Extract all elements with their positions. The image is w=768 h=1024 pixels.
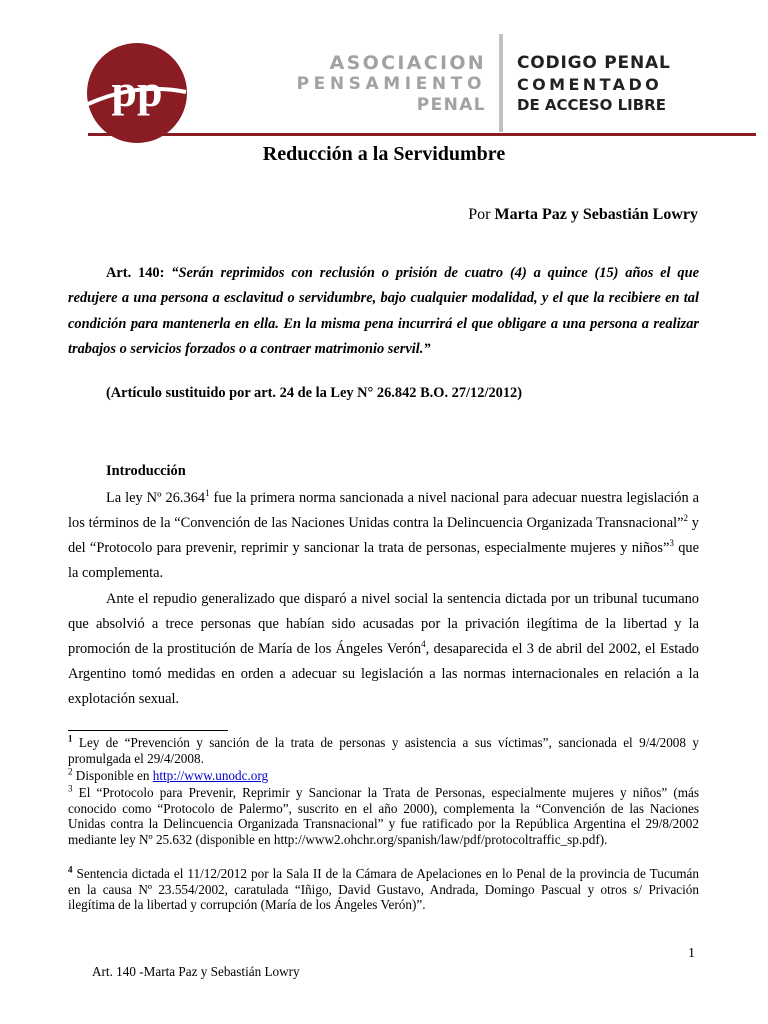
p1-part-d: que la complementa. (68, 540, 699, 581)
code-line-2: COMENTADO (517, 75, 663, 94)
page-title: Reducción a la Servidumbre (262, 143, 506, 165)
footnote-1-mark: 1 (68, 733, 73, 744)
footnote-2 (68, 768, 699, 784)
byline-authors: Marta Paz y Sebastián Lowry (494, 206, 698, 223)
article-text (68, 261, 699, 363)
header-rule (88, 133, 756, 136)
org-line-1: ASOCIACION (329, 52, 486, 74)
footnote-separator (68, 730, 228, 731)
article-quote: “Serán reprimidos con reclusión o prisión de cuatro (4) a quince (15) años el que redujere a una persona a esclavitud o servidumbre, bajo cualquier modalidad, y el que la recibiere en tal condición para mantenerla en ella. En la misma pena incurrirá el que obligare a una persona a realizar trabajos o servicios forzados o a contraer matrimonio servil.” (68, 265, 699, 358)
article-label: Art. 140: (106, 265, 165, 281)
header-divider (499, 34, 503, 132)
footnote-1 (68, 735, 699, 766)
footnote-4-mark: 4 (68, 864, 73, 875)
footnote-3-text: El “Protocolo para Prevenir, Reprimir y Sancionar la Trata de Personas, especialmente mujeres y niños” (más conocido como “Protocolo de Palermo”, suscrito en el año 2000), complementa la “Convención de las Naciones Unidas contra la Delincuencia Organizada Transnacional” y fue ratificado por la República Argentina el 29/8/2002 mediante ley Nº 25.632 (disponible en http://www2.ohchr.org/spanish/law/pdf/protocoltraffic_sp.pdf). (68, 785, 699, 847)
footnote-3-mark: 3 (68, 783, 73, 794)
intro-paragraph-1 (68, 486, 699, 586)
intro-paragraph-2 (68, 587, 699, 712)
org-line-3: PENAL (416, 95, 486, 115)
p1-part-a: La ley Nº 26.364 (106, 490, 206, 506)
unodc-link[interactable]: http://www.unodc.org (152, 768, 269, 783)
byline-prefix: Por (468, 206, 495, 223)
footnote-4-text: Sentencia dictada el 11/12/2012 por la Sala II de la Cámara de Apelaciones en lo Penal de la provincia de Tucumán en la causa Nº 23.554/2002, caratulada “Iñigo, David Gustavo, Andrada, Domingo Pascual y otros s/ Privación ilegítima de la libertad y corrupción (María de los Ángeles Verón)”. (68, 866, 699, 913)
publication-name (517, 53, 671, 116)
p1-part-b: fue la primera norma sancionada a nivel nacional para adecuar nuestra legislación a los términos de la “Convención de las Naciones Unidas contra la Delincuencia Organizada Transnacional” (68, 490, 700, 531)
footnote-2-text: Disponible en (72, 768, 153, 783)
code-line-3: DE ACCESO LIBRE (517, 96, 666, 114)
footnote-ref-1[interactable]: 1 (205, 488, 210, 499)
section-heading-introduccion: Introducción (106, 463, 186, 479)
organization-name (268, 53, 486, 116)
p2-part-b: , desaparecida el 3 de abril del 2002, el Estado Argentino tomó medidas en orden a adecuar su legislación a las normas internacionales en relación a la explotación sexual. (68, 641, 700, 707)
p1-part-c: y del “Protocolo para prevenir, reprimir y sancionar la trata de personas, especialmente mujeres y niños” (68, 515, 700, 556)
footnote-3 (68, 785, 699, 847)
article-substitution-note: (Artículo sustituido por art. 24 de la Ley N° 26.842 B.O. 27/12/2012) (106, 385, 523, 401)
page-header (0, 0, 768, 140)
footnote-ref-2[interactable]: 2 (683, 513, 689, 524)
svg-text:pp: pp (111, 65, 163, 116)
footnote-ref-3[interactable]: 3 (669, 538, 674, 549)
footnote-4 (68, 866, 699, 913)
byline (468, 206, 698, 224)
page-footer: Art. 140 -Marta Paz y Sebastián Lowry (92, 964, 300, 979)
asociacion-pensamiento-penal-logo (86, 42, 188, 144)
footnote-ref-4[interactable]: 4 (421, 639, 426, 650)
page-number: 1 (688, 946, 695, 961)
org-line-2: PENSAMIENTO (296, 74, 486, 94)
footnote-2-mark: 2 (68, 766, 73, 777)
p2-part-a: Ante el repudio generalizado que disparó a nivel social la sentencia dictada por un tribunal tucumano que absolvió a trece personas que habían sido acusadas por la privación ilegítima de la libertad y la promoción de la prostitución de María de los Ángeles Verón (68, 591, 699, 657)
code-line-1: CODIGO PENAL (517, 53, 671, 73)
footnote-1-text: Ley de “Prevención y sanción de la trata de personas y asistencia a sus víctimas”, sancionada el 9/4/2008 y promulgada el 29/4/2008. (68, 735, 699, 766)
